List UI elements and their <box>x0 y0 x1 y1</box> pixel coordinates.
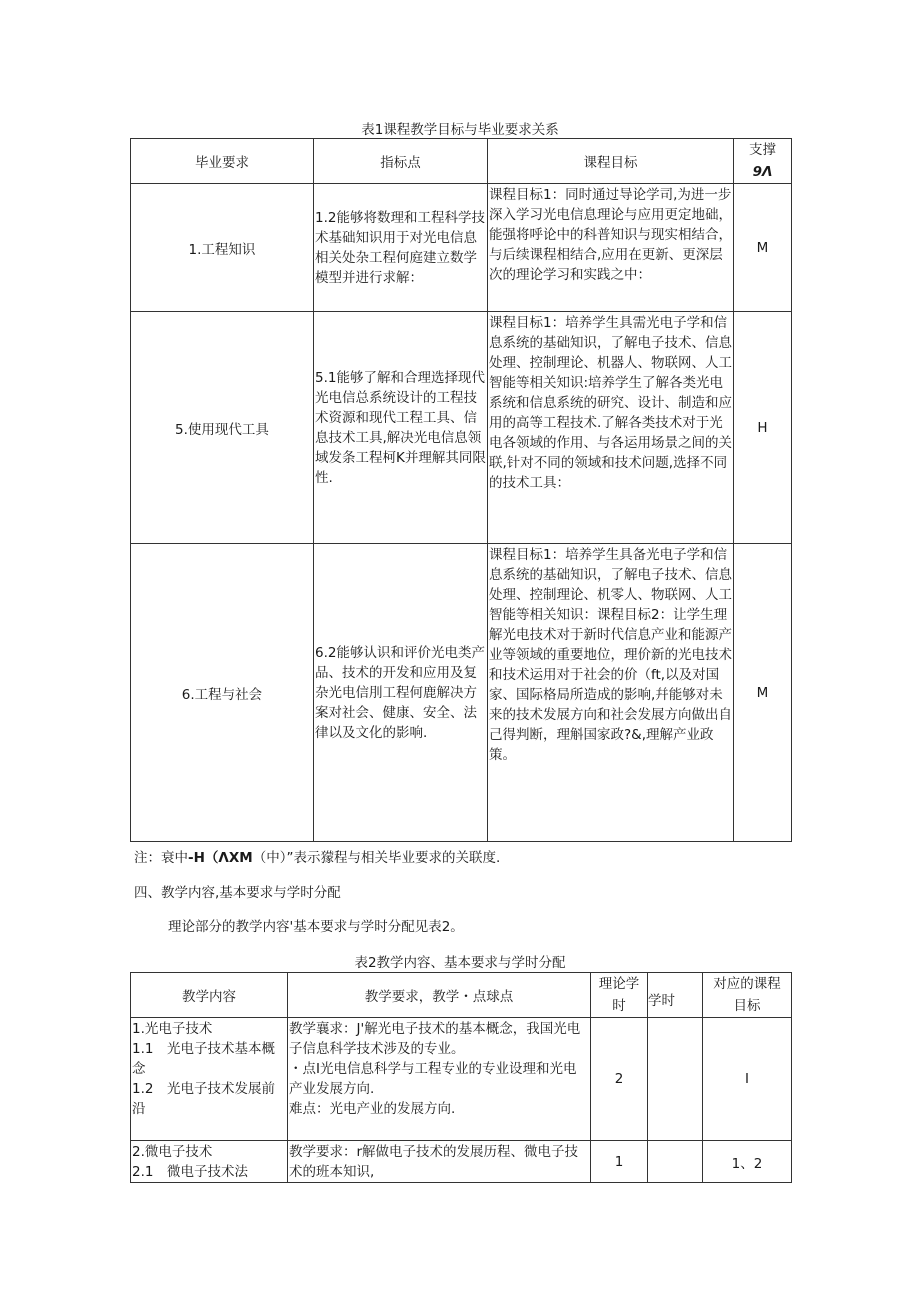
t2-row1-requirements <box>288 1018 591 1141</box>
table1-header-objective: 课程目标 <box>488 139 734 184</box>
table1 <box>130 138 792 842</box>
table1-caption: 表1课程教学目标与毕业要求关系 <box>361 122 559 138</box>
t2-row1-theory: 2 <box>591 1018 648 1141</box>
table1-header-requirement: 毕业要求 <box>131 139 314 184</box>
row1-objective: 课程目标1：同时通过导论学司,为进一步深入学习光电信息理论与应用更定地础，能强将呼论中的科普知识与现实相结合，与后续课程相结合,应用在更新、更深层次的理论学习和实践之中： <box>488 184 734 312</box>
table1-header-support-line1: 支撑 <box>749 142 776 158</box>
row1-support: M <box>734 184 792 312</box>
note-bold: -H（ΛXM <box>188 850 253 866</box>
t2-row2-objective: 1、2 <box>703 1141 792 1183</box>
note-suffix: （中）”表示獴程与相关毕业要求的关联度. <box>252 850 501 866</box>
table-row <box>131 544 792 842</box>
t2-row1-req-line: ・点I光电信息科学与工程专业的专业设理和光电产业发展方向. <box>289 1061 577 1097</box>
table1-header-indicator: 指标点 <box>314 139 488 184</box>
row1-requirement: 1.工程知识 <box>131 184 314 312</box>
note-prefix: 注：衰中 <box>134 850 188 866</box>
table2-header-objective-line1: 对应的课程 <box>713 976 781 992</box>
table2-header-theory-line2: 时 <box>612 998 626 1014</box>
t2-row2-theory: 1 <box>591 1141 648 1183</box>
table1-header-support-line2: 9Λ <box>752 164 773 180</box>
table-row <box>131 312 792 544</box>
table1-header-support <box>734 139 792 184</box>
section-heading: 四、教学内容,基本要求与学时分配 <box>134 885 341 901</box>
row2-objective: 课程目标1：培养学生具需光电子学和信息系统的基础知识，了解电子技术、信息处理、控制理论、机器人、物联网、人工智能等相关知识:培养学生了解各类光电系统和信息系统的研究、设计、制造和应用的高等工程技术.了解各类技术对于光电各领域的作用、与各运用场景之间的关联,针对不同的领域和技术问题,选择不同的技术工具： <box>488 312 734 544</box>
t2-row2-content-line: 2.1 微电子技术法 <box>132 1164 248 1180</box>
row3-requirement: 6.工程与社会 <box>131 544 314 842</box>
row3-support: M <box>734 544 792 842</box>
table2 <box>130 972 792 1183</box>
t2-row2-content <box>131 1141 288 1183</box>
t2-row1-hours <box>648 1018 703 1141</box>
row2-indicator: 5.1能够了解和合理选择现代光电信总系统设计的工程技术资源和现代工程工具、信息技术工具,解决光电信息领域发条工程柯K并理解其同限性. <box>314 312 488 544</box>
table-row <box>131 1141 792 1183</box>
t2-row1-objective: I <box>703 1018 792 1141</box>
table2-header-theory-line1: 理论学 <box>598 976 640 992</box>
table2-caption: 表2教学内容、基本要求与学时分配 <box>354 955 566 971</box>
t2-row1-content-line: 1.光电子技术 <box>132 1021 213 1037</box>
row3-objective: 课程目标1：培养学生具备光电子学和信息系统的基础知识，了解电子技术、信息处理、控制理论、机零人、物联网、人工智能等相关知识：课程目标2：让学生理解光电技术对于新时代信息产业和能源产业等领域的重要地位，理价新的光电技术和技术运用对于社会的价（ft,以及对国家、国际格局所造成的影响,幷能够对未来的技术发展方向和社会发展方向做出自己得判断，理斛国家政?&,理解产业政策。 <box>488 544 734 842</box>
table-row <box>131 1018 792 1141</box>
table2-header-content: 教学内容 <box>131 973 288 1018</box>
table1-note <box>134 846 500 866</box>
t2-row1-content-line: 1.2 光电子技术发展前沿 <box>132 1081 275 1117</box>
table2-header-theory <box>591 973 648 1018</box>
row3-indicator: 6.2能够认识和评价光电类产品、技术的开发和应用及复杂光电信刖工程何鹿解决方案对社会、健康、安全、法律以及文化的影响. <box>314 544 488 842</box>
t2-row1-req-line: 难点：光电产业的发展方向. <box>289 1101 456 1117</box>
t2-row1-content <box>131 1018 288 1141</box>
t2-row1-content-line: 1.1 光电子技术基本概念 <box>132 1041 275 1077</box>
t2-row2-requirements <box>288 1141 591 1183</box>
table2-header-hours-label: 学时 <box>648 993 675 1009</box>
table2-header-objective <box>703 973 792 1018</box>
table2-header-objective-line2: 目标 <box>733 998 761 1014</box>
row2-support: H <box>734 312 792 544</box>
section-paragraph: 理论部分的教学内容'基本要求与学时分配见表2。 <box>168 919 464 935</box>
t2-row1-req-line: 教学襄求：J'解光电子技术的基本概念，我国光电子信息科学技术涉及的专业。 <box>289 1021 581 1057</box>
table2-header-hours <box>648 973 703 1018</box>
row2-requirement: 5.使用现代工具 <box>131 312 314 544</box>
table1-header-row <box>131 139 792 184</box>
table2-header-row <box>131 973 792 1018</box>
table-row <box>131 184 792 312</box>
t2-row2-content-clip <box>132 1142 286 1182</box>
row1-indicator: 1.2能够将数理和工程科学技术基础知识用于对光电信息相关处杂工程何庭建立数学模型并进行求解： <box>314 184 488 312</box>
table2-header-requirements: 教学要求，教学・点球点 <box>288 973 591 1018</box>
t2-row2-hours <box>648 1141 703 1183</box>
t2-row2-content-line: 2.微电子技术 <box>132 1144 213 1160</box>
t2-row2-req-line: 教学要求：r解做电子技术的发展历程、微电子技术的班本知识, <box>289 1144 579 1180</box>
